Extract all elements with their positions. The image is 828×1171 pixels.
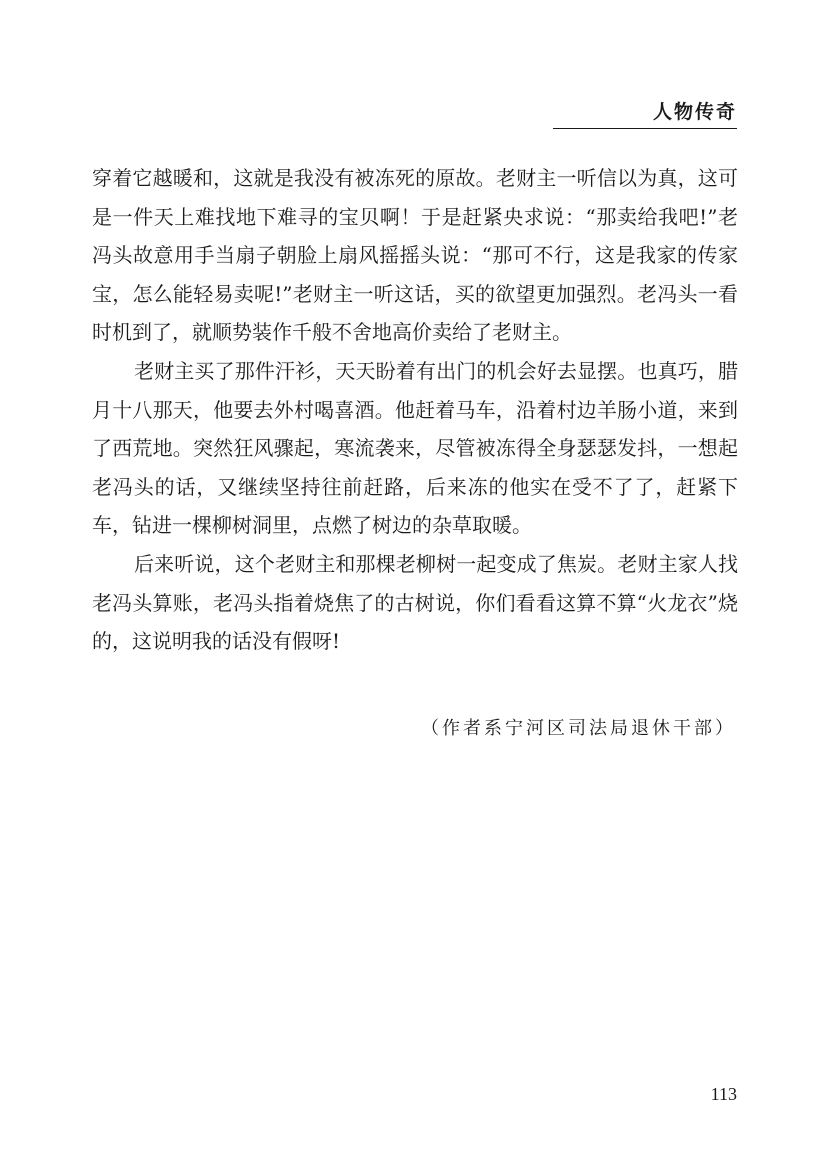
paragraph-3: 后来听说，这个老财主和那棵老柳树一起变成了焦炭。老财主家人找老冯头算账，老冯头指着烧焦了的古树说，你们看看这算不算“火龙衣”烧的，这说明我的话没有假呀! [92,551,738,654]
section-title: 人物传奇 [652,101,737,123]
paragraph-1: 穿着它越暖和，这就是我没有被冻死的原故。老财主一听信以为真，这可是一件天上难找地下难寻的宝贝啊！于是赶紧央求说：“那卖给我吧!”老冯头故意用手当扇子朝脸上扇风摇摇头说：“那可不行，这是我家的传家宝，怎么能轻易卖呢!”老财主一听这话，买的欲望更加强烈。老冯头一看时机到了，就顺势装作千般不舍地高价卖给了老财主。 [92,166,738,345]
author-note: （作者系宁河区司法局退休干部） [421,718,736,739]
running-header [553,100,737,129]
page-number: 113 [710,1084,737,1104]
article-body [92,159,738,661]
paragraph-2: 老财主买了那件汗衫，天天盼着有出门的机会好去显摆。也真巧，腊月十八那天，他要去外村喝喜酒。他赶着马车，沿着村边羊肠小道，来到了西荒地。突然狂风骤起，寒流袭来，尽管被冻得全身瑟瑟发抖，一想起老冯头的话，又继续坚持往前赶路，后来冻的他实在受不了了，赶紧下车，钻进一棵柳树洞里，点燃了树边的杂草取暖。 [92,358,738,538]
